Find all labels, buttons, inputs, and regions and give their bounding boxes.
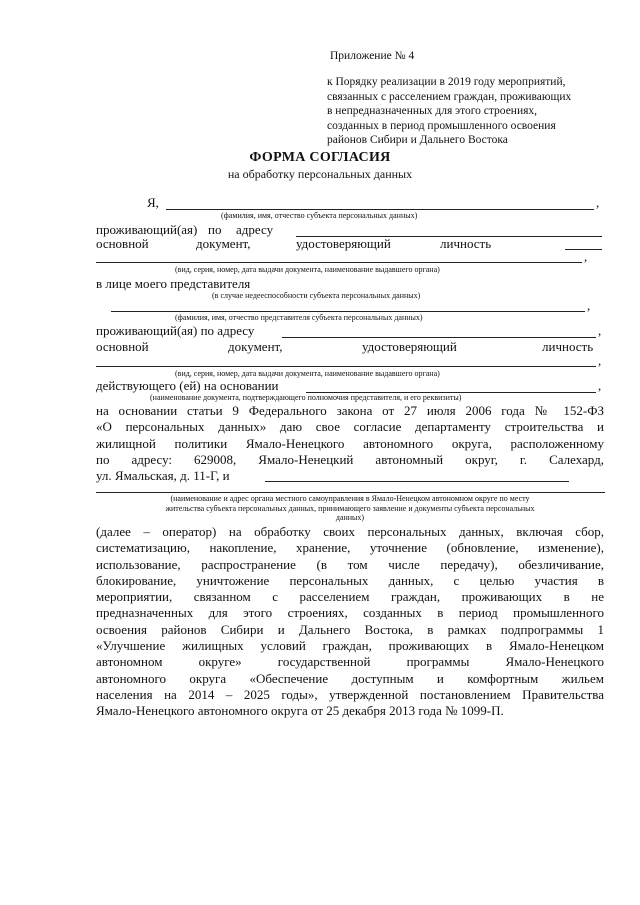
body-line: систематизацию, накопление, хранение, уточнение (обновление, изменение),	[96, 540, 604, 556]
caption-org-line: данных)	[335, 513, 365, 523]
body-line: освоения районов Сибири и Дальнего Востока, в рамках подпрограммы 1	[96, 621, 604, 637]
label-main-2: основной	[96, 339, 149, 354]
body-line: (далее – оператор) на обработку своих персональных данных, включая сбор,	[96, 524, 604, 539]
body-line: на основании статьи 9 Федерального закона от 27 июля 2006 года № 152-ФЗ	[96, 403, 604, 418]
label-main: основной	[96, 236, 149, 251]
label-ya: Я,	[147, 195, 159, 210]
body-line: блокирование, уничтожение персональных данных, с целью участия в	[96, 572, 604, 588]
label-acting: действующего (ей) на основании	[96, 378, 279, 393]
appendix-line: в непредназначенных для этого строениях,	[327, 105, 538, 117]
label-identity-2: личность	[542, 339, 594, 354]
form-title: ФОРМА СОГЛАСИЯ	[249, 150, 391, 165]
form-subtitle: на обработку персональных данных	[227, 167, 413, 181]
caption-doc2: (вид, серия, номер, дата выдачи документа, наименование выдавшего органа)	[175, 369, 440, 378]
caption-org	[96, 494, 604, 523]
label-document-2: документ,	[228, 339, 283, 354]
appendix-line: созданных в период промышленного освоения	[327, 119, 556, 132]
comma: ,	[584, 249, 588, 264]
body-line: по адресу: 629008, Ямало-Ненецкий автономный округ, г. Салехард,	[96, 451, 604, 467]
caption-incapable: (в случае недееспособности субъекта персональных данных)	[212, 291, 421, 300]
appendix-title: Приложение № 4	[330, 50, 415, 62]
subject-doc-field-2[interactable]	[96, 262, 582, 263]
body-line: жилищной политики Ямало-Ненецкого автономного округа, расположенному	[96, 435, 604, 451]
subject-name-field[interactable]	[166, 209, 594, 210]
body-line: населения на 2014 – 2025 годы», утвержденной постановлением Правительства	[96, 686, 604, 702]
appendix-line: связанных с расселением граждан, проживающих	[327, 90, 572, 103]
body-line: использование, распространение (в том числе передачу), обезличивание,	[96, 556, 604, 572]
comma: ,	[598, 323, 602, 338]
label-residing: проживающий(ая)	[96, 222, 198, 237]
label-document: документ,	[196, 236, 251, 251]
rep-address-field[interactable]	[282, 337, 596, 338]
body-line: «О персональных данных» даю свое согласие департаменту строительства и	[96, 419, 604, 435]
rep-doc-field[interactable]	[96, 366, 596, 367]
rep-name-field[interactable]	[111, 311, 585, 312]
caption-fio-subject: (фамилия, имя, отчество субъекта персональных данных)	[221, 211, 418, 220]
label-address: адресу	[236, 222, 274, 237]
comma: ,	[598, 353, 602, 368]
comma: ,	[587, 298, 591, 313]
body-paragraph-1	[96, 403, 604, 484]
org-field[interactable]	[265, 481, 569, 482]
body-line: Ямало-Ненецкого автономного округа от 25 декабря 2013 года № 1099-П.	[96, 703, 504, 719]
body-line: предназначенных для этого строениях, созданных в период промышленного	[96, 605, 604, 621]
label-certifying-2: удостоверяющий	[362, 339, 457, 354]
label-rep-residing: проживающий(ая) по адресу	[96, 323, 255, 338]
appendix-line: районов Сибири и Дальнего Востока	[327, 134, 508, 146]
caption-authority: (наименование документа, подтверждающего полномочия представителя, и его реквизиты)	[150, 393, 462, 402]
body-line: мероприятии, связанном с расселением граждан, проживающих в не	[96, 589, 604, 605]
org-field-2[interactable]	[96, 492, 605, 493]
comma: ,	[596, 195, 600, 210]
caption-doc1: (вид, серия, номер, дата выдачи документа, наименование выдавшего органа)	[175, 265, 440, 274]
body-line: ул. Ямальская, д. 11-Г, и	[96, 468, 230, 484]
body-line: автономном округе» государственной программы Ямало-Ненецкого	[96, 654, 604, 670]
caption-org-line: жительства субъекта персональных данных, принимающего заявление и документы субъекта персональных	[165, 503, 535, 513]
appendix-reference	[327, 75, 571, 148]
body-paragraph-2	[96, 524, 604, 720]
body-line: автономного округа «Обеспечение доступным и комфортным жильем	[96, 670, 604, 686]
label-in-person: в лице моего представителя	[96, 276, 251, 291]
appendix-line: к Порядку реализации в 2019 году мероприятий,	[327, 76, 566, 88]
label-certifying: удостоверяющий	[296, 236, 391, 251]
label-po: по	[208, 222, 222, 237]
caption-org-line: (наименование и адрес органа местного самоуправления в Ямало-Ненецком автономном округе по месту	[170, 494, 530, 503]
caption-fio-rep: (фамилия, имя, отчество представителя субъекта персональных данных)	[175, 313, 423, 322]
label-identity: личность	[440, 236, 492, 251]
comma: ,	[598, 378, 602, 393]
body-line: «Улучшение жилищных условий граждан, проживающих в Ямало-Ненецком	[96, 638, 604, 654]
